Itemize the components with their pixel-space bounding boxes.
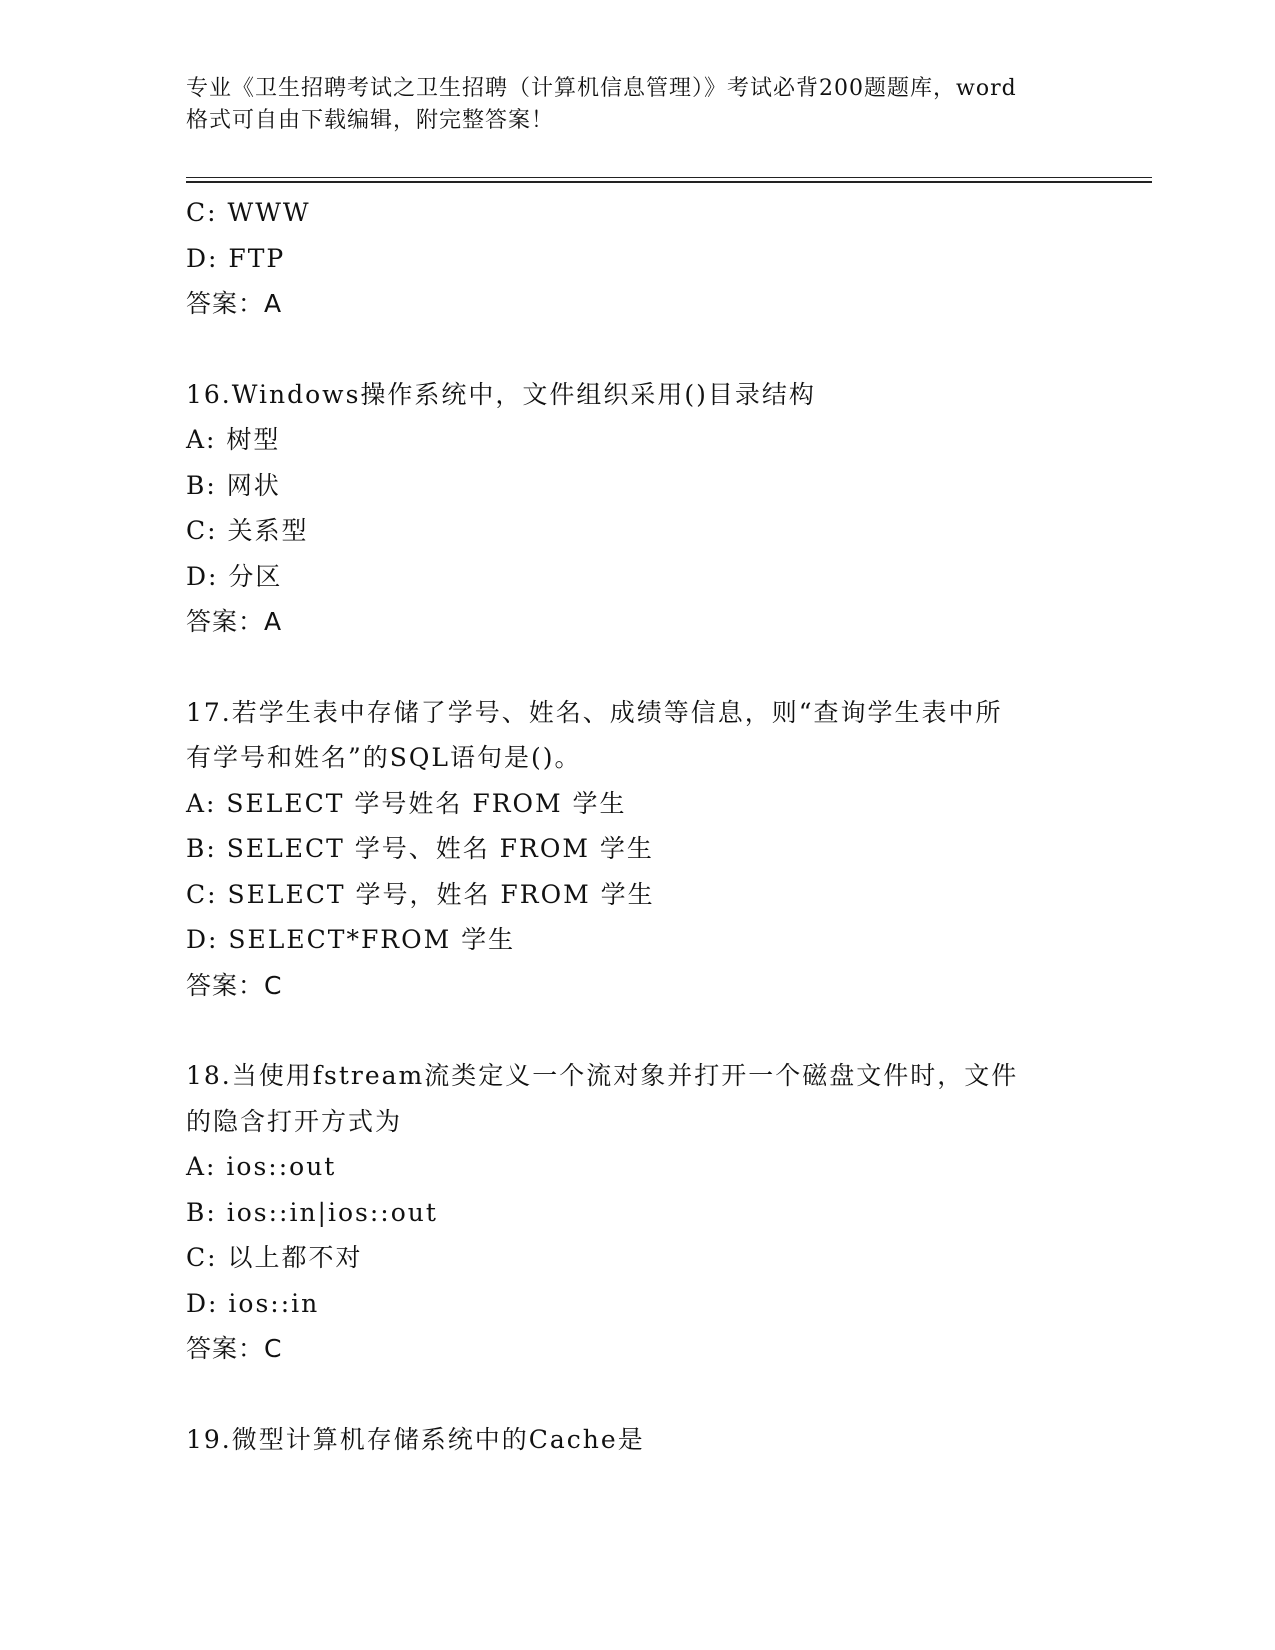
answer: 答案：C — [186, 970, 283, 1000]
document-header — [186, 73, 1086, 137]
option-d: D: SELECT*FROM 学生 — [186, 925, 516, 954]
question-text: 19.微型计算机存储系统中的Cache是 — [186, 1424, 645, 1454]
option-b: B: SELECT 学号、姓名 FROM 学生 — [186, 834, 654, 863]
question-text-line-1: 18.当使用fstream流类定义一个流对象并打开一个磁盘文件时，文件 — [186, 1061, 1019, 1090]
option-c: C: SELECT 学号，姓名 FROM 学生 — [186, 879, 655, 909]
question-18 — [186, 1053, 1086, 1372]
question-text-line-2: 有学号和姓名”的SQL语句是()。 — [186, 743, 582, 772]
question-text-line-1: 17.若学生表中存储了学号、姓名、成绩等信息，则“查询学生表中所 — [186, 697, 1003, 727]
answer: 答案：C — [186, 1334, 283, 1363]
question-text-line-2: 的隐含打开方式为 — [186, 1106, 403, 1136]
question-17 — [186, 690, 1086, 1009]
header-line-1: 专业《卫生招聘考试之卫生招聘（计算机信息管理）》考试必背200题题库，word — [186, 76, 1017, 101]
question-text: 16.Windows操作系统中，文件组织采用()目录结构 — [186, 379, 816, 409]
question-list — [186, 190, 1086, 1462]
option-b: B: 网状 — [186, 470, 281, 500]
spacer — [186, 1008, 1086, 1053]
question-15 — [186, 190, 1086, 327]
question-19 — [186, 1417, 1086, 1463]
option-d: D: FTP — [186, 243, 286, 273]
option-a: A: SELECT 学号姓名 FROM 学生 — [186, 788, 627, 818]
document-page — [186, 0, 1146, 1650]
header-line-2: 格式可自由下载编辑，附完整答案！ — [186, 108, 555, 133]
header-rule-thick — [186, 181, 1152, 183]
option-c: C: WWW — [186, 198, 311, 227]
option-c: C: 关系型 — [186, 516, 309, 545]
answer: 答案：A — [186, 289, 283, 318]
option-d: D: ios::in — [186, 1288, 320, 1318]
spacer — [186, 1372, 1086, 1417]
spacer — [186, 327, 1086, 372]
option-a: A: 树型 — [186, 425, 281, 454]
header-rule-thin — [186, 177, 1152, 178]
question-16 — [186, 372, 1086, 645]
spacer — [186, 645, 1086, 690]
option-c: C: 以上都不对 — [186, 1243, 363, 1272]
answer: 答案：A — [186, 607, 283, 636]
option-b: B: ios::in|ios::out — [186, 1197, 438, 1227]
option-d: D: 分区 — [186, 561, 283, 591]
option-a: A: ios::out — [186, 1152, 337, 1181]
